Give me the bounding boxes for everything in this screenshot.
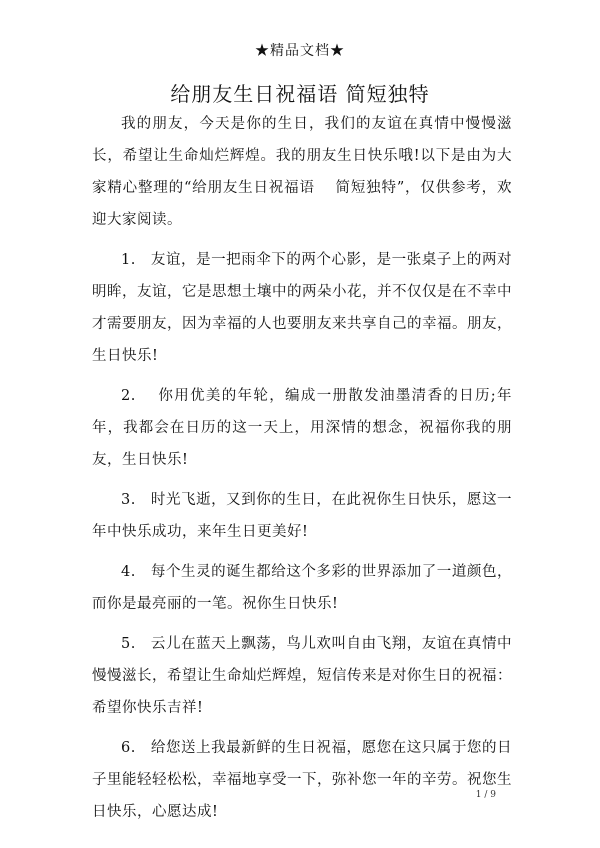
wish-paragraph-1: 1. 友谊，是一把雨伞下的两个心影，是一张桌子上的两对明眸，友谊，它是思想土壤中的两朵小花，并不仅仅是在不幸中才需要朋友，因为幸福的人也要朋友来共享自己的幸福。朋友，生日快乐! [92, 252, 512, 364]
page-number: 1 / 9 [475, 790, 496, 800]
wish-paragraph-6: 6. 给您送上我最新鲜的生日祝福，愿您在这只属于您的日子里能轻轻松松，幸福地享受一下，弥补您一年的辛劳。祝您生日快乐，心愿达成! [92, 740, 512, 820]
intro-paragraph: 我的朋友，今天是你的生日，我们的友谊在真情中慢慢滋长，希望让生命灿烂辉煌。我的朋友生日快乐哦!以下是由为大家精心整理的“给朋友生日祝福语 简短独特”，仅供参考，欢迎大家阅读。 [92, 116, 512, 228]
page-title: 给朋友生日祝福语 简短独特 [170, 82, 430, 106]
document-body [92, 108, 512, 836]
wish-paragraph-2: 2. 你用优美的年轮，编成一册散发油墨清香的日历;年年，我都会在日历的这一天上，用深情的想念，祝福你我的朋友，生日快乐! [92, 388, 512, 468]
wish-paragraph-4: 4. 每个生灵的诞生都给这个多彩的世界添加了一道颜色，而你是最亮丽的一笔。祝你生日快乐! [92, 564, 512, 612]
wish-paragraph-5: 5. 云儿在蓝天上飘荡，鸟儿欢叫自由飞翔，友谊在真情中慢慢滋长，希望让生命灿烂辉煌，短信传来是对你生日的祝福：希望你快乐吉祥! [92, 636, 512, 716]
wish-paragraph-3: 3. 时光飞逝，又到你的生日，在此祝你生日快乐，愿这一年中快乐成功，来年生日更美好! [92, 492, 512, 540]
document-header: ★精品文档★ [255, 43, 345, 59]
